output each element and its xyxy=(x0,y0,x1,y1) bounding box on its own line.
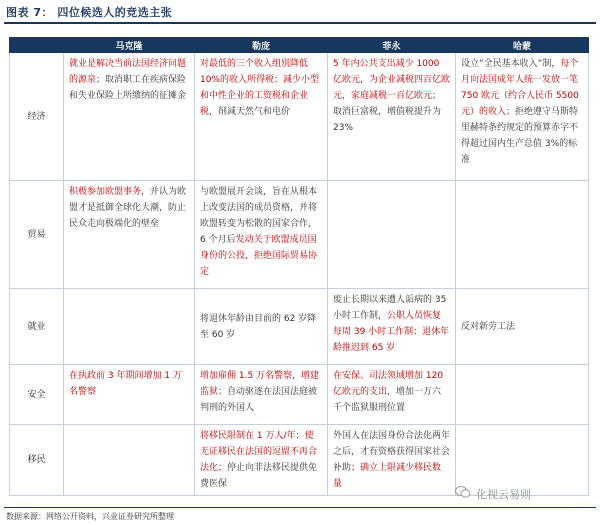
policy-cell xyxy=(64,289,195,365)
policy-text: 将退休年龄由目前的 62 岁降至 60 岁 xyxy=(200,313,317,340)
table-row xyxy=(10,181,589,289)
policy-text: ；停止向非法移民提供免费医保 xyxy=(200,463,318,489)
header-cell-blank xyxy=(10,38,64,53)
row-label: 贸易 xyxy=(10,181,64,289)
figure-title: 图表 7： 四位候选人的竞选主张 xyxy=(6,6,173,19)
highlighted-policy-text: 将移民限制在 1 万人/年；使无证移民在法国的逗留不再合法化 xyxy=(200,431,318,473)
row-label: 移民 xyxy=(10,425,64,496)
policy-text: ；拒绝遵守马斯特里赫特条约规定的预算赤字不得超过国内生产总值 3%的标准 xyxy=(461,107,579,165)
header-cell-lepen: 勒庞 xyxy=(195,38,328,53)
footer-rule xyxy=(4,507,596,508)
highlighted-policy-text: 发动关于欧盟成员国身份的公投，拒绝国际贸易协定 xyxy=(200,235,318,277)
source-note: 数据来源：网络公开资料，兴业证券研究所整理 xyxy=(6,512,174,521)
policy-text: 外国人在法国身份合法化两年之后，才有资格获得国家社会补助； xyxy=(333,431,451,473)
highlighted-policy-text: 对最低的三个收入组别降低 10%的收入所得税；减少小型和中性企业的工资税和企业税 xyxy=(200,59,320,117)
header-cell-macron: 马克隆 xyxy=(64,38,195,53)
policy-text: 废止长期以来遭人诟病的 35 小时工作制， xyxy=(333,295,447,321)
table-row xyxy=(10,365,589,425)
policy-cell xyxy=(456,425,589,496)
row-label: 就业 xyxy=(10,289,64,365)
policy-cell xyxy=(195,365,328,425)
policy-cell xyxy=(195,289,328,365)
policy-cell xyxy=(328,425,456,496)
policy-cell xyxy=(456,181,589,289)
policy-cell xyxy=(328,365,456,425)
header-cell-fillon: 菲永 xyxy=(328,38,456,53)
policy-cell xyxy=(456,53,589,181)
policy-cell xyxy=(195,181,328,289)
title-rule xyxy=(4,22,596,24)
policy-cell xyxy=(456,289,589,365)
row-label: 安全 xyxy=(10,365,64,425)
watermark: 化视云易则 xyxy=(476,488,531,501)
table-row xyxy=(10,53,589,181)
table-row xyxy=(10,289,589,365)
policy-text: ；取消巨富税，增值税提升为 23% xyxy=(333,91,442,133)
policy-text: 反对新劳工法 xyxy=(461,321,516,332)
policy-cell xyxy=(328,53,456,181)
policy-cell xyxy=(328,289,456,365)
highlighted-policy-text: 确立上限减少移民数量 xyxy=(333,463,442,489)
header-cell-hamon: 哈蒙 xyxy=(456,38,589,53)
highlighted-policy-text: 5 年内公共支出减少 1000 亿欧元，为企业减税四百亿欧元，家庭减税一百亿欧元 xyxy=(333,59,451,101)
policy-cell xyxy=(64,365,195,425)
highlighted-policy-text: 在安保、司法领域增加 120 亿欧元的支出 xyxy=(333,371,444,397)
wechat-icon xyxy=(455,485,471,499)
highlighted-policy-text: 公职人员恢复每周 39 小时工作制；退休年龄推迟到 65 岁 xyxy=(333,311,450,353)
policy-cell xyxy=(64,181,195,289)
header-row xyxy=(10,38,589,53)
policy-text: 设立“全民基本收入”制， xyxy=(461,59,561,69)
row-label: 经济 xyxy=(10,53,64,181)
policy-text: ；取消职工在疾病保险和失业保险上所缴纳的征摊金 xyxy=(69,75,187,101)
policy-cell xyxy=(64,53,195,181)
candidate-policy-table xyxy=(9,37,589,496)
policy-text: ，增加一万六千个监狱服刑位置 xyxy=(333,387,442,413)
policy-cell xyxy=(195,425,328,496)
highlighted-policy-text: 每个月向法国成年人统一发放一笔 750 欧元（约合人民币 5500 元）的收入 xyxy=(461,59,579,117)
policy-text: 与欧盟展开会谈，旨在从根本上改变法国的成员资格，并将欧盟转变为松散的国家合作，6 个月后 xyxy=(200,187,318,245)
policy-cell xyxy=(64,425,195,496)
highlighted-policy-text: 就业是解决当前法国经济问题的源泉 xyxy=(69,59,187,85)
policy-text: ；自动驱逐在法国法庭被判刑的外国人 xyxy=(200,387,318,413)
highlighted-policy-text: 增加雇佣 1.5 万名警察，增建监狱 xyxy=(200,371,320,397)
policy-cell xyxy=(456,365,589,425)
policy-text: ，削减天然气和电价 xyxy=(209,107,291,117)
highlighted-policy-text: 积极参加欧盟事务 xyxy=(69,187,142,197)
policy-cell xyxy=(328,181,456,289)
highlighted-policy-text: 在执政前 3 年期间增加 1 万名警察 xyxy=(69,371,182,397)
policy-cell xyxy=(195,53,328,181)
table-row xyxy=(10,425,589,496)
policy-text: ，并认为欧盟才是抵御全球化大潮，防止民众走向极端化的壁垒 xyxy=(69,187,187,229)
